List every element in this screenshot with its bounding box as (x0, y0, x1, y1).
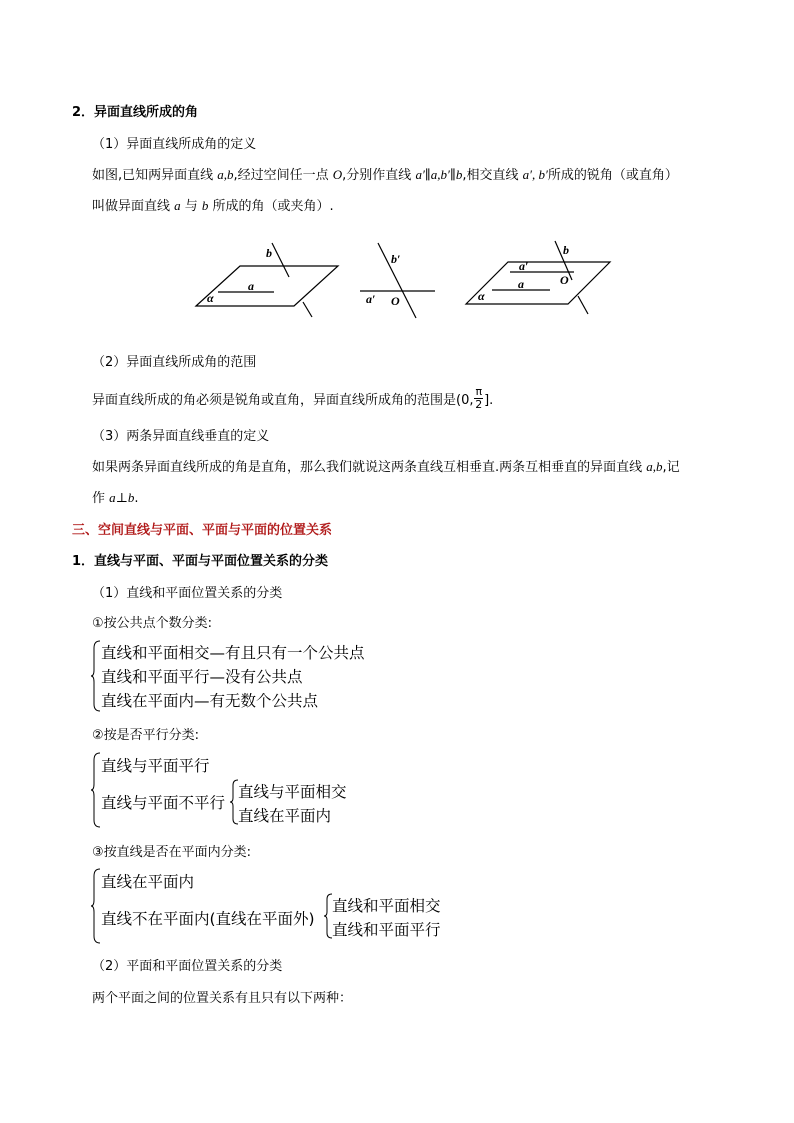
c2-top: 直线与平面平行 (101, 757, 210, 775)
perp-line-1: 如果两条异面直线所成的角是直角，那么我们就说这两条直线互相垂直.两条互相垂直的异面直线 a,b,记 (92, 459, 680, 475)
label-O: O (391, 294, 400, 308)
label-a: a (248, 279, 254, 293)
label-alpha-3: α (478, 289, 485, 303)
figure-plane-translated (466, 241, 610, 314)
last-line: 两个平面之间的位置关系有且只有以下两种： (92, 991, 353, 1006)
classification-2-label: ②按是否平行分类: (92, 728, 200, 743)
c3-sub-2: 直线和平面平行 (332, 921, 441, 939)
label-alpha: α (207, 291, 214, 305)
subheading-line-plane: （1）直线和平面位置关系的分类 (92, 586, 283, 601)
c2-sub-1: 直线与平面相交 (238, 783, 347, 801)
classification-3-label: ③按直线是否在平面内分类: (92, 845, 252, 860)
subheading-range: （2）异面直线所成角的范围 (92, 355, 257, 370)
label-b-3: b (563, 243, 569, 257)
definition-line-2: 叫做异面直线 a 与 b 所成的角（或夹角）. (92, 198, 334, 214)
c3-mid: 直线不在平面内(直线在平面外) (101, 910, 315, 928)
label-a-3: a (518, 277, 524, 291)
section-3-heading: 三、空间直线与平面、平面与平面的位置关系 (72, 523, 333, 538)
c1-item-1: 直线和平面相交—有且只有一个公共点 (101, 644, 365, 662)
c2-mid: 直线与平面不平行 (101, 794, 226, 812)
classification-1-label: ①按公共点个数分类: (92, 616, 213, 631)
label-b-prime: b′ (391, 252, 401, 266)
subheading-definition: （1）异面直线所成角的定义 (92, 137, 257, 152)
c3-sub-1: 直线和平面相交 (332, 897, 441, 915)
label-O-3: O (560, 273, 569, 287)
skew-lines-figure (190, 236, 620, 322)
section-heading: 2．异面直线所成的角 (72, 105, 199, 120)
c3-top: 直线在平面内 (101, 873, 195, 891)
subheading-plane-plane: （2）平面和平面位置关系的分类 (92, 959, 283, 974)
label-a-prime: a′ (366, 292, 376, 306)
c1-item-2: 直线和平面平行—没有公共点 (101, 668, 303, 686)
c2-sub-2: 直线在平面内 (238, 807, 332, 825)
c1-item-3: 直线在平面内—有无数个公共点 (101, 692, 319, 710)
label-a-prime-3: a′ (519, 259, 529, 273)
subheading-perpendicular: （3）两条异面直线垂直的定义 (92, 429, 270, 444)
definition-line-1: 如图,已知两异面直线 a,b,经过空间任一点 O,分别作直线 a′∥a,b′∥b,相交直线 a′, b′所成的锐角（或直角） (92, 167, 678, 183)
range-line: 异面直线所成的角必须是锐角或直角，异面直线所成角的范围是(0, $\frac{\pi}{2}$ ]. (92, 385, 494, 411)
label-b: b (266, 246, 272, 260)
section-3-h1: 1．直线与平面、平面与平面位置关系的分类 (72, 554, 329, 569)
perp-line-2: 作 a⊥b. (92, 490, 139, 506)
